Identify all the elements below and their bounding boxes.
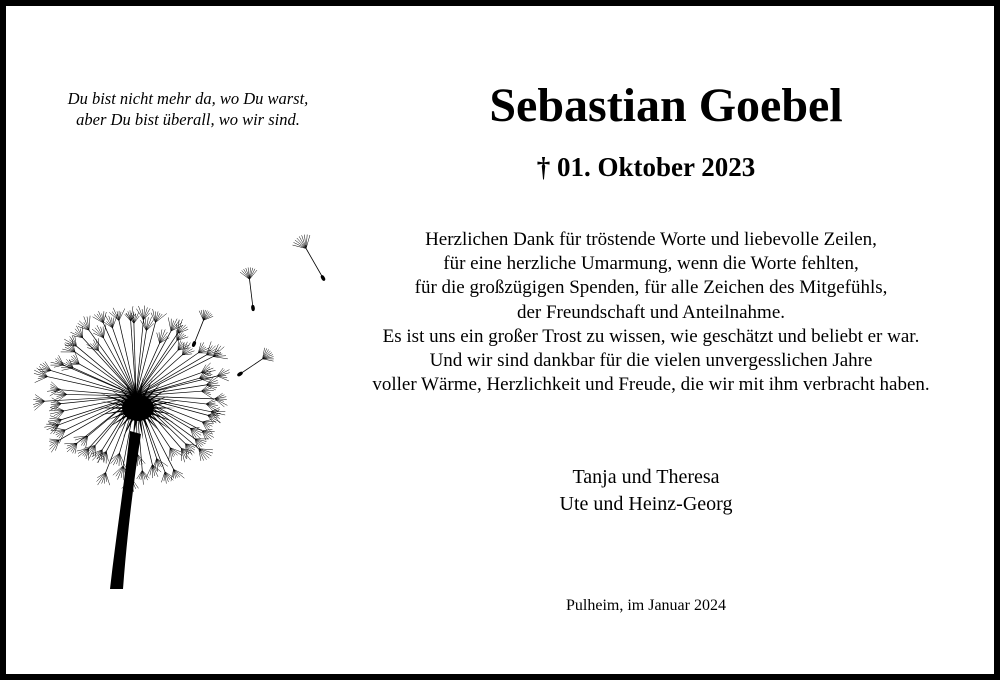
thanks-line-4: der Freundschaft und Anteilnahme. — [516, 301, 786, 323]
thanks-line-6: Und wir sind dankbar für die vielen unvergesslichen Jahre — [429, 350, 873, 372]
thanks-line-1: Herzlichen Dank für tröstende Worte und liebevolle Zeilen, — [425, 229, 877, 250]
death-date: † 01. Oktober 2023 — [536, 152, 756, 182]
thanks-line-7: voller Wärme, Herzlichkeit und Freude, die wir mit ihm verbracht haben. — [372, 374, 930, 396]
place-date: Pulheim, im Januar 2024 — [566, 597, 726, 614]
signer-line-1: Tanja und Theresa — [572, 466, 720, 488]
thanks-line-5: Es ist uns ein großer Trost zu wissen, wie geschätzt und beliebt er war. — [382, 325, 920, 347]
motto-quote — [28, 88, 348, 130]
thanks-line-3: für die großzügigen Spenden, für alle Zeichen des Mitgefühls, — [414, 277, 888, 299]
motto-line-2: aber Du bist überall, wo wir sind. — [76, 110, 300, 129]
motto-line-1: Du bist nicht mehr da, wo Du warst, — [67, 89, 309, 108]
signers — [456, 464, 836, 518]
deceased-name: Sebastian Goebel — [489, 79, 843, 132]
dandelion-icon — [26, 216, 326, 601]
signer-line-2: Ute und Heinz-Georg — [559, 493, 733, 515]
thanks-line-2: für eine herzliche Umarmung, wenn die Worte fehlten, — [443, 253, 859, 275]
thanks-text — [306, 228, 996, 397]
